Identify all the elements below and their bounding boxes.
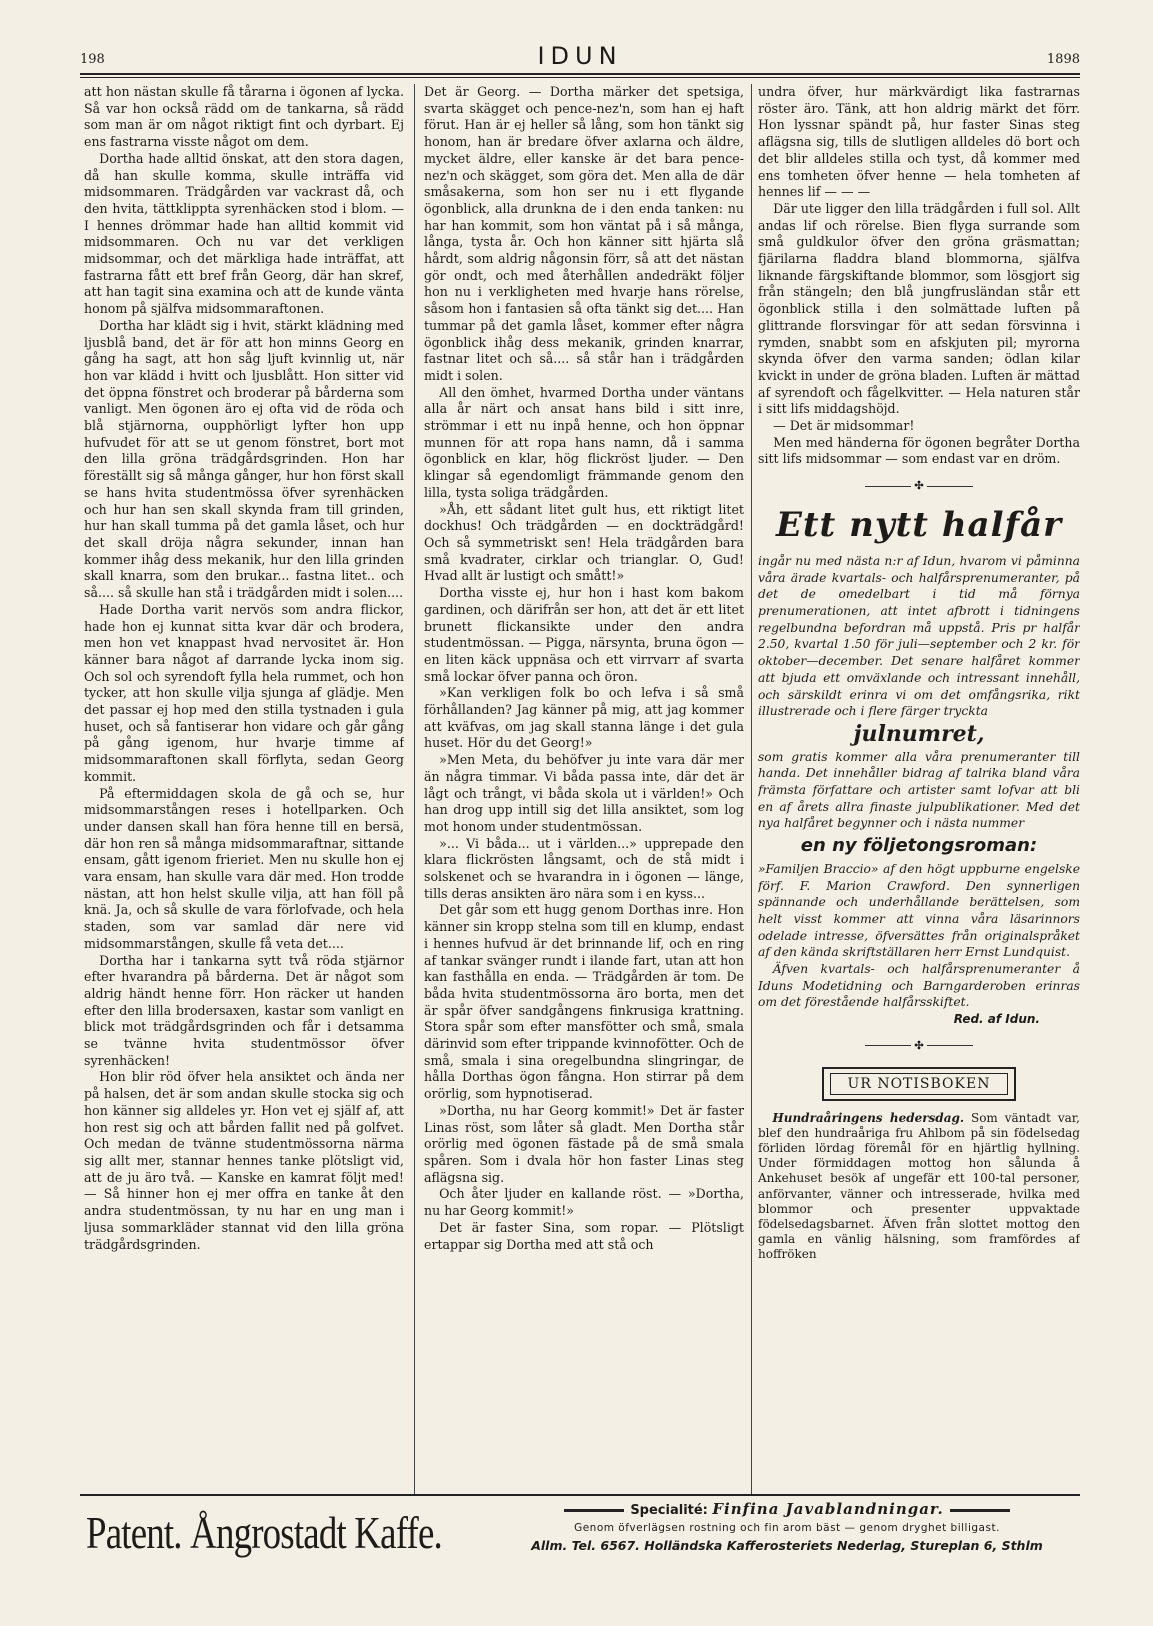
header-rule (80, 73, 1080, 75)
coffee-ad-address: Allm. Tel. 6567. Holländska Kafferosteriets Nederlag, Stureplan 6, Sthlm (531, 1538, 1043, 1553)
column-divider (751, 84, 752, 1494)
paragraph: Dortha har klädt sig i hvit, stärkt klädning med ljusblå band, det är för att hon minns Georg en gång ha sagt, att hon såg ljuft kvinnlig ut, när hon var klädd i hvitt och ljusblått. Hon sitter vid det öppna fönstret och broderar på bårderna som vanligt. Men ögonen äro ej ofta vid de röda och blå stjärnorna, oupphörligt lyfter hon upp hufvudet för att se ut genom fönstret, bort mot den lilla gröna trädgårdsgrinden. Hon har föreställt sig så många gånger, hur hon först skall se hans hvita studentmössa öfver syrenhäcken och hur han sen skall skynda fram till grinden, hur han skall tumma på det gamla låset, och hur det skall dröja några sekunder, innan han kommer ihåg dess mekanik, hur den lilla grinden skall knarra, som den brukar... fastna litet.. och så.... så skulle han stå i trädgården midt i solen.... (84, 317, 404, 601)
paragraph: Det går som ett hugg genom Dorthas inre. Hon känner sin kropp stelna som till en klump, endast i hennes hufvud är det brinnande lif, och en ring af tankar svänger rundt i ilande fart, utan att hon kan fasthålla en enda. — Trädgården är tom. De båda hvita studentmössorna äro borta, men det är spår öfver sandgångens finkrusiga krattning. Stora spår som efter mansfötter och små, smala därinvid som efter trippande kvinnofötter. Och de små, smala i sina oregelbundna slingringar, de hålla Dorthas ögon fångna. Hon stirrar på dem orörlig, som hypnotiserad. (424, 902, 744, 1102)
roman-heading: en ny följetongsroman: (800, 835, 1038, 857)
subscription-ad-text: som gratis kommer alla våra prenumeranter till handa. Det innehåller bidrag af talrika bland våra främsta författare och artister samt lofvar att bli en af årets allra finaste julpublikationer. Med det nya halfåret begynner och i nästa nummer (758, 749, 1080, 831)
coffee-ad-slogan: Genom öfverlägsen rostning och fin arom bäst — genom dryghet billigast. (574, 1522, 1000, 1534)
coffee-ad-specialite: Specialité: Finfina Javablandningar. (492, 1500, 1082, 1520)
paragraph: Hade Dortha varit nervös som andra flickor, hade hon ej kunnat sitta kvar där och brodera, men hon vet knappast hvad nervositet är. Hon känner bara något af darrande lycka inom sig. Och sol och syrendoft fylla hela rummet, och hon tycker, att hon skulle vilja sjunga af glädje. Men det passar ej hop med den stilla tystnaden i gula huset, och så fantiserar hon vidare och går gång på gång igenom, hur hvarje timme af midsommaraftonen skall förflyta, sedan Georg kommit. (84, 601, 404, 784)
page-header (80, 42, 1080, 74)
arrow-right-icon (950, 1509, 1010, 1512)
paragraph: Dortha visste ej, hur hon i hast kom bakom gardinen, och därifrån ser hon, att det är ett litet brunett flickansikte under den andra studentmössan. — Pigga, närsynta, bruna ögon — en liten käck uppnäsa och ett virrvarr af svarta små lockar öfver panna och öron. (424, 585, 744, 684)
paragraph: att hon nästan skulle få tårarna i ögonen af lycka. Så var hon också rädd om de tankarna, så rädd som man är om något riktigt fint och dyrbart. Ej ens fastrarna visste något om dem. (84, 84, 404, 150)
subscription-ad-text: Äfven kvartals- och halfårsprenumeranter å Iduns Modetidning och Barngarderoben erinras om det förestående halfårsskiftet. (758, 962, 1080, 1010)
paragraph: »Åh, ett sådant litet gult hus, ett riktigt litet dockhus! Och trädgården — en dockträdgård! Och så symmetriskt sen! Hela trädgården bara små kvadrater, cirklar och trianglar. O, Gud! Hvad allt är lustigt och smått!» (424, 501, 744, 584)
arrow-left-icon (564, 1509, 624, 1512)
subscription-ad-title: Ett nytt halfår (775, 504, 1063, 545)
notisboken-banner (822, 1067, 1016, 1101)
paragraph: Hon blir röd öfver hela ansiktet och ända ner på halsen, det är som andan skulle stocka sig och hon känner sig alldeles yr. Hon vet ej själf af, att hon rest sig och att bården fallit ned på golfvet. Och medan de tvänne studentmössorna närma sig allt mer, stannar hennes tanke plötsligt vid, att de ju äro två. — Kanske en kamrat följt med! — Så hinner hon ej mer offra en tanke åt den andra studentmössan, ty nu har en ung man i ljusa sommarkläder stannat vid den lilla gröna trädgårdsgrinden. (84, 1069, 404, 1252)
column-divider (414, 84, 415, 1494)
paragraph: Där ute ligger den lilla trädgården i full sol. Allt andas lif och rörelse. Bien flyga surrande som små guldkulor öfver den gröna gräsmattan; fjärilarna fladdra bland blommorna, själfva liknande färgskiftande blommor, som lösgjort sig från stängeln; den blå jungfrusländan står ett ögonblick stilla i den solmättade luften på glittrande florsvingar för att sedan försvinna i rymden, snabbt som en afskjuten pil; myrorna skynda öfver den varma sanden; ödlan kilar kvickt in under de gröna bladen. Luften är mättad af syrendoft och fågelkvitter. — Hela naturen står i sitt lifs middagshöjd. (758, 200, 1080, 417)
ornament-divider: ✣ (758, 478, 1080, 495)
notisboken-label: UR NOTISBOKEN (830, 1073, 1008, 1095)
article-column-3 (758, 84, 1080, 1492)
paragraph: Dortha hade alltid önskat, att den stora dagen, då han skulle komma, skulle inträffa vid midsommaren. Trädgården var vackrast då, och den hvita, tättklippta syrenhäcken stod i blom. — I hennes drömmar hade han alltid kommit vid midsommaren. Och nu var det verkligen midsommar, och det märkliga hade inträffat, att fastrarna fått ett bref från Georg, där han skref, att han tagit sina examina och att de kunde vänta honom på själfva midsommaraftonen. (84, 150, 404, 317)
article-column-1 (84, 84, 404, 1492)
subscription-ad-text: ingår nu med nästa n:r af Idun, hvarom vi påminna våra ärade kvartals- och halfårsprenumeranter, på det de omedelbart i tid må förnya prenumerationen, att intet afbrott i tidningens regelbundna befordran må uppstå. Pris pr halfår 2.50, kvartal 1.50 för juli—september och 2 kr. för oktober—december. Det senare halfåret kommer att bjuda ett omväxlande och intressant innehåll, och särskildt erinra vi om det omfångsrika, rikt illustrerade och i flere färger tryckta (758, 553, 1080, 719)
paragraph: Det är faster Sina, som ropar. — Plötsligt ertappar sig Dortha med att stå och (424, 1219, 744, 1252)
paragraph: »Dortha, nu har Georg kommit!» Det är faster Linas röst, som låter så gladt. Men Dortha står orörlig med ögonen fästade på de små smala spåren. Som i dvala hör hon faster Linas steg aflägsna sig. (424, 1102, 744, 1185)
notis-headline: Hundraåringens hedersdag. (772, 1110, 965, 1125)
footer-rule (80, 1494, 1080, 1496)
editor-signature: Red. af Idun. (953, 1012, 1040, 1027)
coffee-ad-details (492, 1500, 1082, 1570)
header-rule-thin (80, 77, 1080, 78)
ornament-divider: ✣ (758, 1038, 1080, 1055)
subscription-ad-text: »Familjen Braccio» af den högt uppburne engelske förf. F. Marion Crawford. Den synnerligen spännande och underhållande berättelsen, som helt visst kommer att vinna våra läsarinnors odelade intresse, öfversättes från originalspråket af den kända skriftställaren herr Ernst Lundquist. (758, 861, 1080, 960)
paragraph: undra öfver, hur märkvärdigt lika fastrarnas röster äro. Tänk, att hon aldrig märkt det förr. Hon lyssnar spändt på, hur faster Sinas steg aflägsna sig, tills de slutligen alldeles dö bort och det blir alldeles stilla och tyst, då kommer med ens tomheten öfver henne — hela tomheten af hennes lif — — — (758, 84, 1080, 200)
paragraph: På eftermiddagen skola de gå och se, hur midsommarstången reses i hotellparken. Och under dansen skall han föra henne till en bersä, där hon ren så många midsommaraftnar, sittande ensam, gått igenom frieriet. Men nu skulle hon ej vara ensam, han skulle vara där med. Hon trodde nästan, att hon helst skulle vilja, att han föll på knä. Ja, och så skulle de vara förlofvade, och hela staden, som var samlad där nere vid midsommarstången, skulle få veta det.... (84, 785, 404, 951)
paragraph: »Kan verkligen folk bo och lefva i så små förhållanden? Jag känner på mig, att jag kommer att kväfvas, om jag skall stanna länge i det gula huset. Hör du det Georg!» (424, 685, 744, 751)
paragraph: All den ömhet, hvarmed Dortha under väntans alla år närt och ansat hans bild i sitt inre, strömmar i ett nu inpå henne, och hon öppnar munnen för att ropa hans namn, då i samma ögonblick en klar, hög flickröst ljuder. — Den klingar så egendomligt främmande genom den lilla, tysta soliga trädgården. (424, 384, 744, 500)
page-number-left: 198 (80, 52, 105, 67)
paragraph: »Men Meta, du behöfver ju inte vara där mer än några timmar. Vi båda passa inte, där det är lågt och trångt, vi båda skola ut i världen!» Och han drog upp intill sig det lilla ansiktet, som log mot honom under studentmössan. (424, 752, 744, 834)
julnumret-heading: julnumret, (853, 720, 985, 747)
paragraph: »... Vi båda... ut i världen...» upprepade den klara flickrösten långsamt, och de stå midt i solskenet och se hvarandra in i ögonen — länge, tills deras ansikten äro nära som i en kyss... (424, 835, 744, 901)
page-year-right: 1898 (1046, 52, 1080, 67)
notis-paragraph (758, 1111, 1080, 1263)
paragraph: — Det är midsommar! (773, 418, 915, 434)
masthead-title: IDUN (537, 42, 623, 70)
article-column-2 (424, 84, 744, 1492)
paragraph: Och åter ljuder en kallande röst. — »Dortha, nu har Georg kommit!» (424, 1186, 744, 1219)
paragraph: Det är Georg. — Dortha märker det spetsiga, svarta skägget och pence-nez'n, som han ej haft förut. Han är ej heller så lång, som hon tänkt sig honom, han är bredare öfver axlarna och äldre, mycket äldre, eller kanske är det bara pence-nez'n och skägget, som göra det. Men alla de där småsakerna, som hon ser nu i ett flygande ögonblick, alla drunkna de i den enda tanken: nu har han kommit, som hon väntat på i så många, långa, tysta år. Och hon känner sitt hjärta slå hårdt, som aldrig någonsin förr, så att det nästan gör ondt, och med återhållen andedräkt följer hon nu i verkligheten med hvarje hans rörelse, såsom hon i fantasien så ofta tänkt sig det.... Han tummar på det gamla låset, kommer efter några ögonblick ihåg dess mekanik, grinden knarrar, fastnar litet och så.... så står han i trädgården midt i solen. (424, 84, 744, 383)
notis-body: Som väntadt var, blef den hundraåriga fru Ahlbom på sin födelsedag förliden lördag föremål för en hjärtlig hyllning. Under förmiddagen mottog hon sålunda å Ankehuset besök af ungefär ett 100-tal personer, anförvanter, vänner och intresserade, hvilka med blommor och presenter uppvaktade födelsedagsbarnet. Äfven från slottet mottog den gamla en vänlig hälsning, som framfördes af hoffröken (758, 1110, 1080, 1262)
paragraph: Men med händerna för ögonen begråter Dortha sitt lifs midsommar — som endast var en dröm. (758, 434, 1080, 467)
paragraph: Dortha har i tankarna sytt två röda stjärnor efter hvarandra på bårderna. Det är något som aldrig händt henne förr. Hon räcker ut handen efter den lilla brodersaxen, kastar som vanligt en blick mot trädgårdsgrinden och får i detsamma se tvänne hvita studentmössor öfver syrenhäcken! (84, 952, 404, 1068)
coffee-ad-title: Patent. Ångrostadt Kaffe. (86, 1508, 442, 1558)
